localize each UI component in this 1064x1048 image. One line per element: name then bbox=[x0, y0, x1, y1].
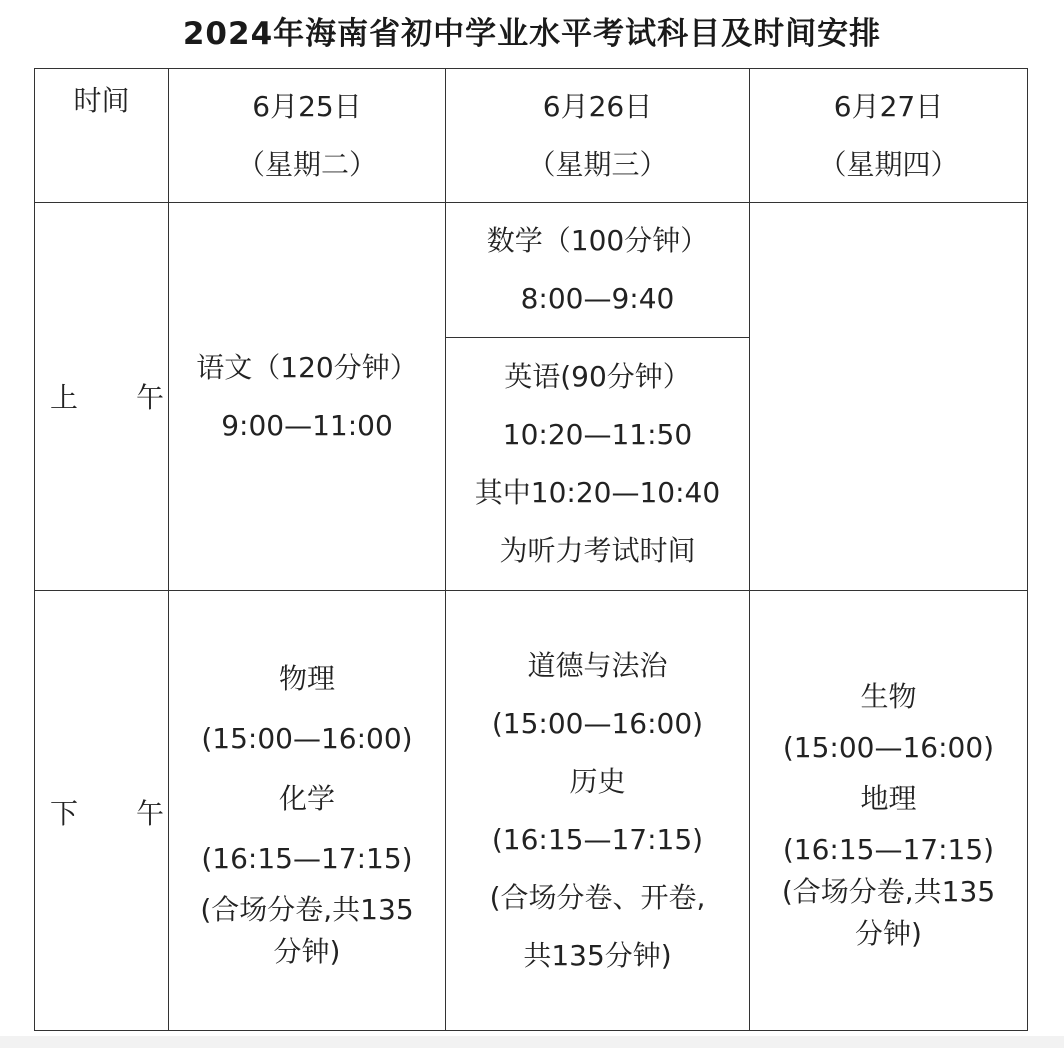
chinese-time: 9:00—11:00 bbox=[221, 408, 393, 442]
page-title: 2024年海南省初中学业水平考试科目及时间安排 bbox=[182, 16, 882, 52]
morning-day-2-english-cell bbox=[446, 338, 749, 590]
header-day-1-date: 6月25日 bbox=[252, 89, 362, 123]
english-time: 10:20—11:50 bbox=[502, 418, 693, 451]
biology-geography-note: (合场分卷,共135 bbox=[781, 874, 996, 908]
morning-label-second: 午 bbox=[136, 381, 165, 414]
header-day-3-weekday: （星期四） bbox=[818, 147, 959, 181]
physics-time: (15:00—16:00) bbox=[201, 721, 413, 755]
physics-subject: 物理 bbox=[278, 661, 335, 695]
physics-chemistry-note: (合场分卷,共135 bbox=[200, 892, 414, 926]
morality-law-time: (15:00—16:00) bbox=[491, 706, 704, 740]
morning-day-3-cell bbox=[750, 203, 1027, 590]
physics-chemistry-note-2: 分钟) bbox=[273, 934, 341, 968]
header-day-3 bbox=[750, 69, 1027, 202]
header-time-cell bbox=[35, 69, 168, 202]
header-time-label: 时间 bbox=[73, 84, 130, 117]
morning-day-1-cell bbox=[169, 203, 445, 590]
afternoon-day-1-cell bbox=[169, 591, 445, 1030]
history-time: (16:15—17:15) bbox=[491, 822, 704, 856]
morning-day-2-math-cell bbox=[446, 203, 749, 337]
biology-subject: 生物 bbox=[860, 679, 917, 713]
math-subject: 数学（100分钟） bbox=[486, 224, 709, 257]
page-bottom-strip bbox=[0, 1036, 1064, 1048]
afternoon-day-2-cell bbox=[446, 591, 749, 1030]
history-subject: 历史 bbox=[569, 764, 626, 798]
header-day-2-date: 6月26日 bbox=[542, 89, 653, 123]
chemistry-time: (16:15—17:15) bbox=[201, 841, 413, 875]
chemistry-subject: 化学 bbox=[278, 781, 335, 815]
geography-subject: 地理 bbox=[860, 781, 917, 815]
biology-geography-note-2: 分钟) bbox=[855, 916, 922, 950]
morality-history-note-2: 共135分钟) bbox=[523, 938, 672, 972]
table-left-border bbox=[34, 68, 35, 1031]
chinese-subject: 语文（120分钟） bbox=[196, 350, 418, 384]
english-listening-note-2: 为听力考试时间 bbox=[499, 534, 696, 567]
header-day-3-date: 6月27日 bbox=[833, 89, 944, 123]
header-day-1-weekday: （星期二） bbox=[236, 147, 377, 181]
header-day-2 bbox=[446, 69, 749, 202]
math-time: 8:00—9:40 bbox=[520, 282, 675, 315]
header-day-2-weekday: （星期三） bbox=[527, 147, 668, 181]
morning-label-first: 上 bbox=[50, 381, 79, 414]
table-right-border bbox=[1027, 68, 1028, 1031]
morality-history-note: (合场分卷、开卷, bbox=[489, 880, 706, 914]
english-listening-note: 其中10:20—10:40 bbox=[474, 476, 721, 509]
table-bottom-border bbox=[34, 1030, 1028, 1031]
afternoon-label-first: 下 bbox=[50, 797, 79, 830]
afternoon-day-3-cell bbox=[750, 591, 1027, 1030]
geography-time: (16:15—17:15) bbox=[782, 832, 995, 866]
header-day-1 bbox=[169, 69, 445, 202]
morality-law-subject: 道德与法治 bbox=[527, 648, 668, 682]
biology-time: (15:00—16:00) bbox=[782, 730, 995, 764]
afternoon-label-second: 午 bbox=[136, 797, 165, 830]
english-subject: 英语(90分钟） bbox=[504, 360, 691, 393]
